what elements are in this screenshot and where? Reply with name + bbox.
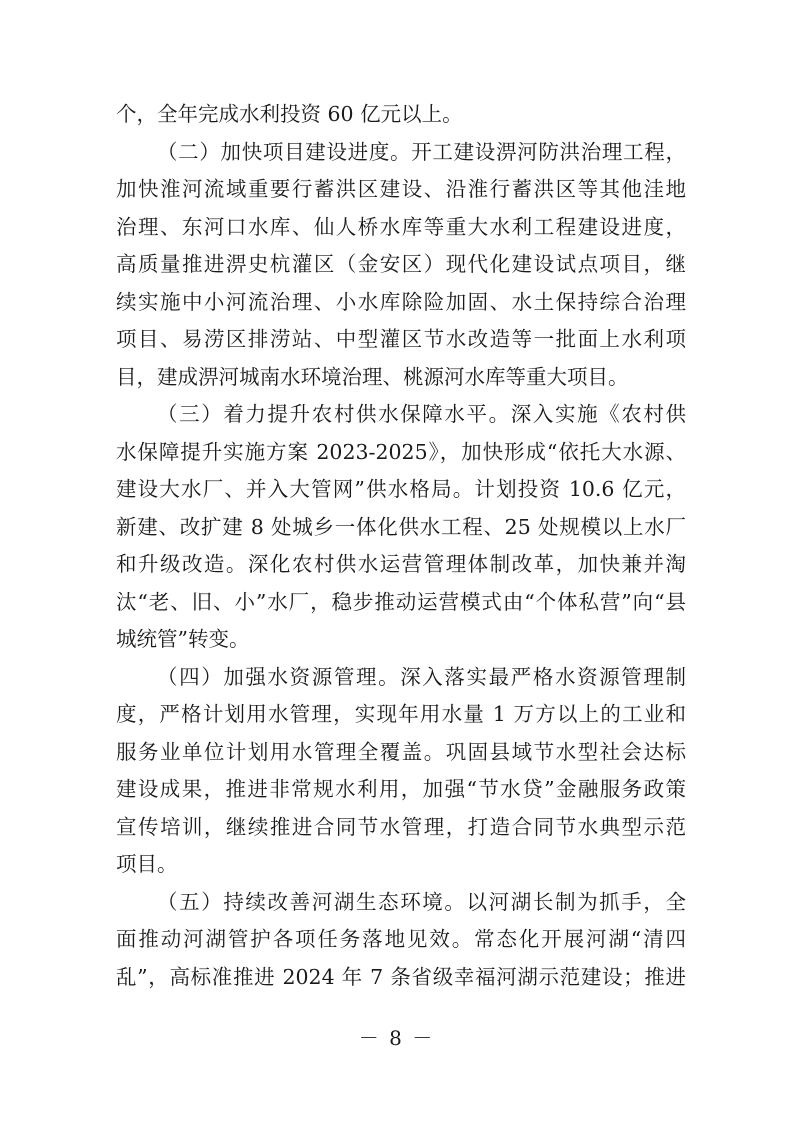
paragraph-4-first-line: （四）加强水资源管理。深入落实最严格水资源管理制 (157, 664, 686, 689)
text-line: 服务业单位计划用水管理全覆盖。巩固县域节水型社会达标 (116, 739, 686, 764)
text-line: 治理、东河口水库、仙人桥水库等重大水利工程建设进度， (116, 214, 686, 239)
text-line: 加快淮河流域重要行蓄洪区建设、沿淮行蓄洪区等其他洼地 (116, 177, 686, 201)
paragraph-3-first-line: （三）着力提升农村供水保障水平。深入实施《农村供 (157, 402, 686, 426)
text-line: 宣传培训，继续推进合同节水管理，打造合同节水典型示范 (116, 814, 686, 839)
paragraph-5-first-line: （五）持续改善河湖生态环境。以河湖长制为抓手，全 (157, 889, 686, 914)
body-text (116, 96, 686, 996)
text-line: 和升级改造。深化农村供水运营管理体制改革，加快兼并淘 (116, 552, 686, 576)
page-number: － 8 － (358, 1026, 435, 1050)
text-line: 续实施中小河流治理、小水库除险加固、水土保持综合治理 (116, 289, 686, 314)
text-line: 项目、易涝区排涝站、中型灌区节水改造等一批面上水利项 (116, 327, 686, 351)
text-line: 城统管”转变。 (116, 627, 250, 651)
text-line: 乱”，高标准推进 2024 年 7 条省级幸福河湖示范建设；推进 (116, 964, 686, 989)
text-line: 水保障提升实施方案 2023-2025》，加快形成“依托大水源、 (116, 439, 686, 464)
text-line: 面推动河湖管护各项任务落地见效。常态化开展河湖“清四 (116, 927, 686, 951)
text-line: 建设成果，推进非常规水利用，加强“节水贷”金融服务政策 (116, 777, 686, 801)
text-line: 建设大水厂、并入大管网”供水格局。计划投资 10.6 亿元， (116, 477, 686, 501)
text-line: 度，严格计划用水管理，实现年用水量 1 万方以上的工业和 (116, 702, 686, 726)
text-line: 汰“老、旧、小”水厂，稳步推动运营模式由“个体私营”向“县 (116, 589, 686, 614)
text-line: 高质量推进淠史杭灌区（金安区）现代化建设试点项目，继 (116, 252, 686, 276)
text-line: 新建、改扩建 8 处城乡一体化供水工程、25 处规模以上水厂 (116, 514, 686, 539)
text-line: 个，全年完成水利投资 60 亿元以上。 (116, 102, 463, 126)
paragraph-2-first-line: （二）加快项目建设进度。开工建设淠河防洪治理工程， (157, 139, 686, 164)
text-line: 项目。 (116, 852, 178, 876)
text-line: 目，建成淠河城南水环境治理、桃源河水库等重大项目。 (116, 364, 629, 389)
